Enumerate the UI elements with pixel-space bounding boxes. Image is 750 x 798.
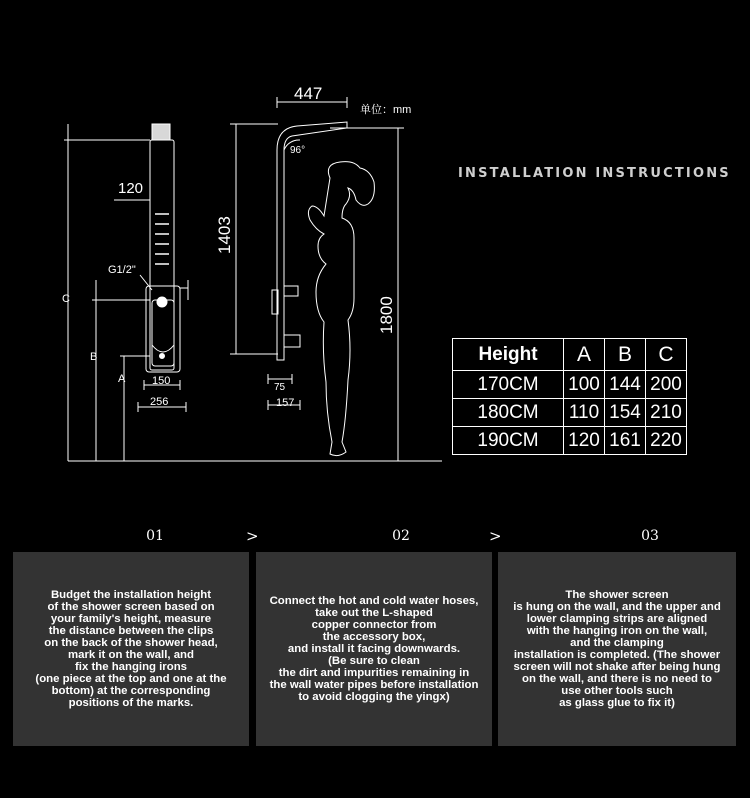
table-row <box>453 371 687 399</box>
dim-157: 157 <box>276 397 295 409</box>
header-b: B <box>605 339 646 371</box>
step-1-text: Budget the installation height of the shower screen based on your family's height, measure the distance between the clips on the back of the shower head, mark it on the wall, and fix the hanging irons (one piece at the top and one at the bottom) at the corresponding positions of the marks. <box>35 589 227 709</box>
table-cell: 210 <box>646 399 687 427</box>
thread-label: G1/2" <box>108 264 136 276</box>
step-3-text: The shower screen is hung on the wall, and the upper and lower clamping strips are aligned with the hanging iron on the wall, and the clamping installation is completed. (The shower screen will not shake after being hung on the wall, and there is no need to use other tools such as glass glue to fix it) <box>513 589 721 709</box>
dim-120: 120 <box>118 180 144 197</box>
step-arrow-2: > <box>489 527 502 545</box>
table-row <box>453 399 687 427</box>
table-cell: 170CM <box>453 371 564 399</box>
dim-447: 447 <box>294 84 323 103</box>
step-1-number: 01 <box>146 528 164 544</box>
person-silhouette <box>308 162 374 456</box>
label-b: B <box>90 351 98 363</box>
step-2-number: 02 <box>392 528 410 544</box>
angle-label: 96° <box>290 145 306 156</box>
table-row <box>453 427 687 455</box>
table-cell: 144 <box>605 371 646 399</box>
step-1-box <box>13 552 249 746</box>
installation-title: INSTALLATION INSTRUCTIONS <box>458 166 731 181</box>
table-cell: 200 <box>646 371 687 399</box>
side-dimensions <box>230 97 404 461</box>
dim-1800: 1800 <box>377 296 396 334</box>
header-height: Height <box>453 339 564 371</box>
table-cell: 180CM <box>453 399 564 427</box>
dim-256: 256 <box>150 396 169 408</box>
front-dimensions <box>64 124 186 461</box>
step-2-box <box>256 552 492 746</box>
table-cell: 110 <box>564 399 605 427</box>
dim-75: 75 <box>274 382 286 393</box>
header-a: A <box>564 339 605 371</box>
step-3-box <box>498 552 736 746</box>
side-view-panel <box>268 122 347 384</box>
unit-label: 单位：mm <box>360 104 412 116</box>
table-cell: 120 <box>564 427 605 455</box>
label-c: C <box>62 293 70 305</box>
table-cell: 154 <box>605 399 646 427</box>
table-cell: 190CM <box>453 427 564 455</box>
table-cell: 220 <box>646 427 687 455</box>
dim-1403: 1403 <box>215 216 234 254</box>
header-c: C <box>646 339 687 371</box>
step-3-number: 03 <box>641 528 659 544</box>
step-arrow-1: > <box>246 527 259 545</box>
dim-150: 150 <box>152 375 171 387</box>
front-view-panel <box>140 124 188 372</box>
label-a: A <box>118 373 126 385</box>
table-cell: 161 <box>605 427 646 455</box>
size-table <box>452 338 687 455</box>
table-header-row <box>453 339 687 371</box>
table-cell: 100 <box>564 371 605 399</box>
step-2-text: Connect the hot and cold water hoses, take out the L-shaped copper connector from the accessory box, and install it facing downwards. (Be sure to clean the dirt and impurities remaining in the wall water pipes before installation to avoid clogging the yingx) <box>269 595 479 703</box>
